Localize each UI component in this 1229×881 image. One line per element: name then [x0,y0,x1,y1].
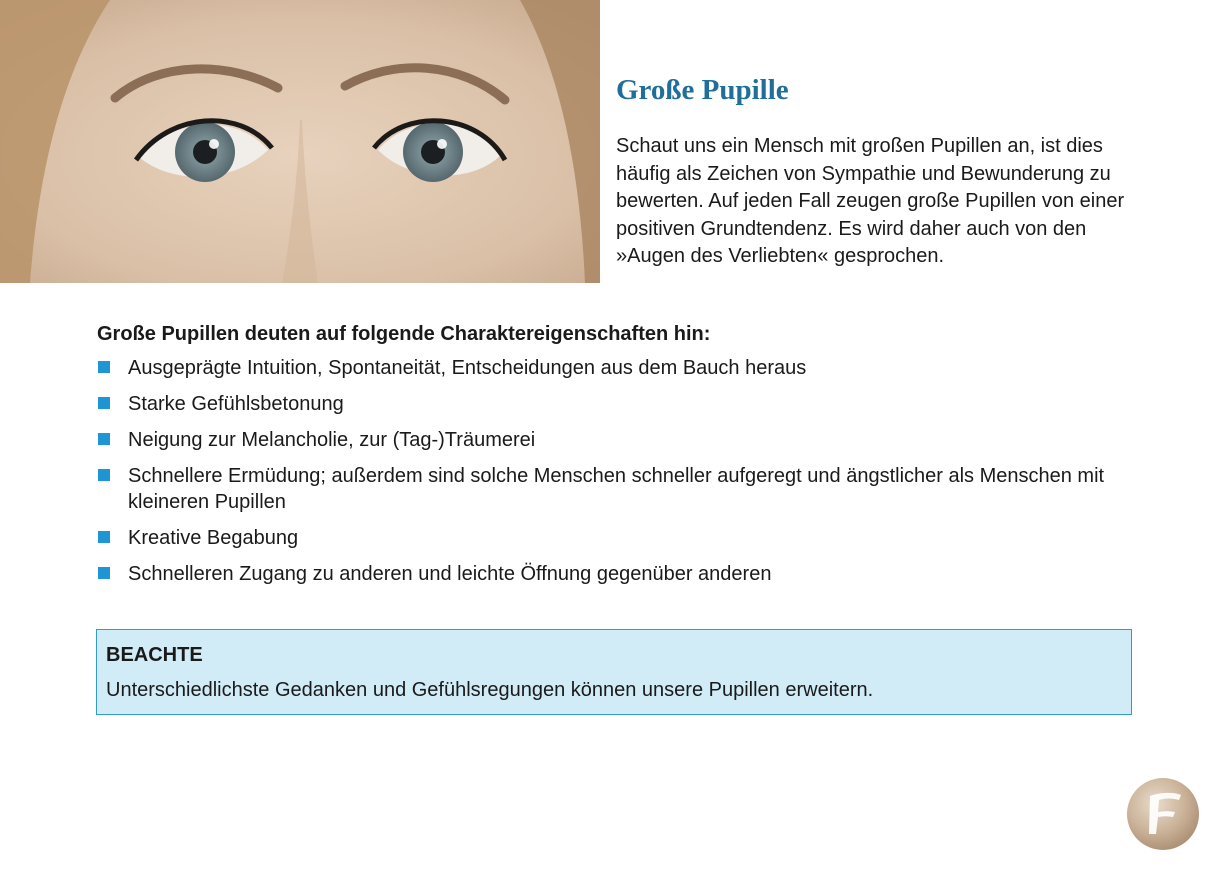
list-item-text: Schnellere Ermüdung; außerdem sind solche Menschen schneller aufgeregt und ängstlicher als Menschen mit kleineren Pupillen [128,465,1105,513]
list-item-text: Kreative Begabung [128,527,299,549]
list-item [97,427,1157,453]
traits-list [97,355,1157,597]
list-item [97,355,1157,381]
page-title: Große Pupille [616,74,789,106]
traits-heading: Große Pupillen deuten auf folgende Charaktereigenschaften hin: [97,323,711,345]
list-item [97,525,1157,551]
square-bullet-icon [98,361,110,373]
list-item [97,561,1157,587]
list-item-text: Schnelleren Zugang zu anderen und leichte Öffnung gegenüber anderen [128,563,772,585]
square-bullet-icon [98,397,110,409]
square-bullet-icon [98,469,110,481]
list-item [97,463,1157,515]
square-bullet-icon [98,433,110,445]
list-item [97,391,1157,417]
intro-paragraph: Schaut uns ein Mensch mit großen Pupillen an, ist dies häufig als Zeichen von Sympathie und Bewunderung zu bewerten. Auf jeden Fall zeugen große Pupillen von einer positiven Grundtendenz. Es wird daher auch von den »Augen des Verliebten« gesprochen. [616,135,1125,267]
square-bullet-icon [98,567,110,579]
note-title: BEACHTE [106,644,203,666]
list-item-text: Starke Gefühlsbetonung [128,393,344,415]
square-bullet-icon [98,531,110,543]
list-item-text: Neigung zur Melancholie, zur (Tag-)Träumerei [128,429,536,451]
list-item-text: Ausgeprägte Intuition, Spontaneität, Entscheidungen aus dem Bauch heraus [128,357,807,379]
note-text: Unterschiedlichste Gedanken und Gefühlsregungen können unsere Pupillen erweitern. [106,679,874,701]
note-box [96,629,1132,715]
eyes-photo [0,0,600,283]
logo-emblem [1125,776,1201,852]
